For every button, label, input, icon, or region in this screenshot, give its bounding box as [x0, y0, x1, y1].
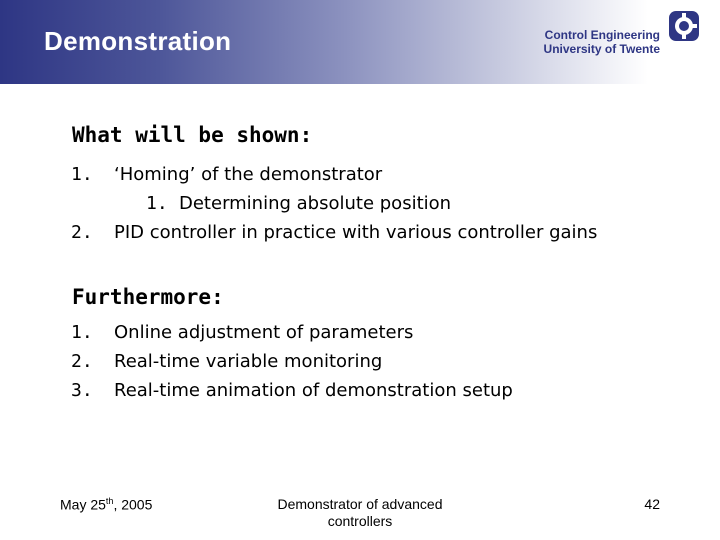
item-number: 2.: [71, 351, 93, 372]
footer-title: Demonstrator of advanced controllers: [277, 496, 443, 529]
item-text: Real-time animation of demonstration setup: [114, 380, 513, 401]
footer-date-ordinal: th: [105, 496, 114, 506]
page-number: 42: [644, 496, 660, 512]
list-item: [71, 347, 513, 376]
item-text: PID controller in practice with various controller gains: [114, 222, 598, 243]
item-text: Real-time variable monitoring: [114, 351, 383, 372]
list-item: [71, 318, 513, 347]
sub-list-item: [71, 189, 597, 218]
list-item: [71, 160, 597, 189]
footer-date: [60, 496, 152, 513]
item-number: 1.: [71, 322, 93, 343]
logo-line-2: University of Twente: [543, 42, 660, 56]
item-number: 1.: [146, 193, 168, 214]
logo-line-1: Control Engineering: [544, 28, 660, 42]
section-heading-furthermore: Furthermore:: [72, 285, 224, 309]
item-text: Online adjustment of parameters: [114, 322, 414, 343]
list-item: [71, 376, 513, 405]
item-text: ‘Homing’ of the demonstrator: [114, 164, 383, 185]
slide-header: [0, 0, 720, 84]
logo-text: [544, 28, 660, 56]
item-text: Determining absolute position: [179, 193, 452, 214]
item-number: 2.: [71, 222, 93, 243]
list-item: [71, 218, 597, 247]
university-logo: [496, 8, 706, 56]
item-number: 3.: [71, 380, 93, 401]
list-what-will-be-shown: [71, 160, 597, 247]
university-logo-icon: [666, 8, 702, 44]
section-heading-shown: What will be shown:: [72, 123, 313, 147]
list-furthermore: [71, 318, 513, 405]
footer-date-day: May 25: [60, 496, 106, 513]
footer-date-year: , 2005: [113, 496, 153, 513]
item-number: 1.: [71, 164, 93, 185]
slide-title: Demonstration: [44, 26, 232, 56]
